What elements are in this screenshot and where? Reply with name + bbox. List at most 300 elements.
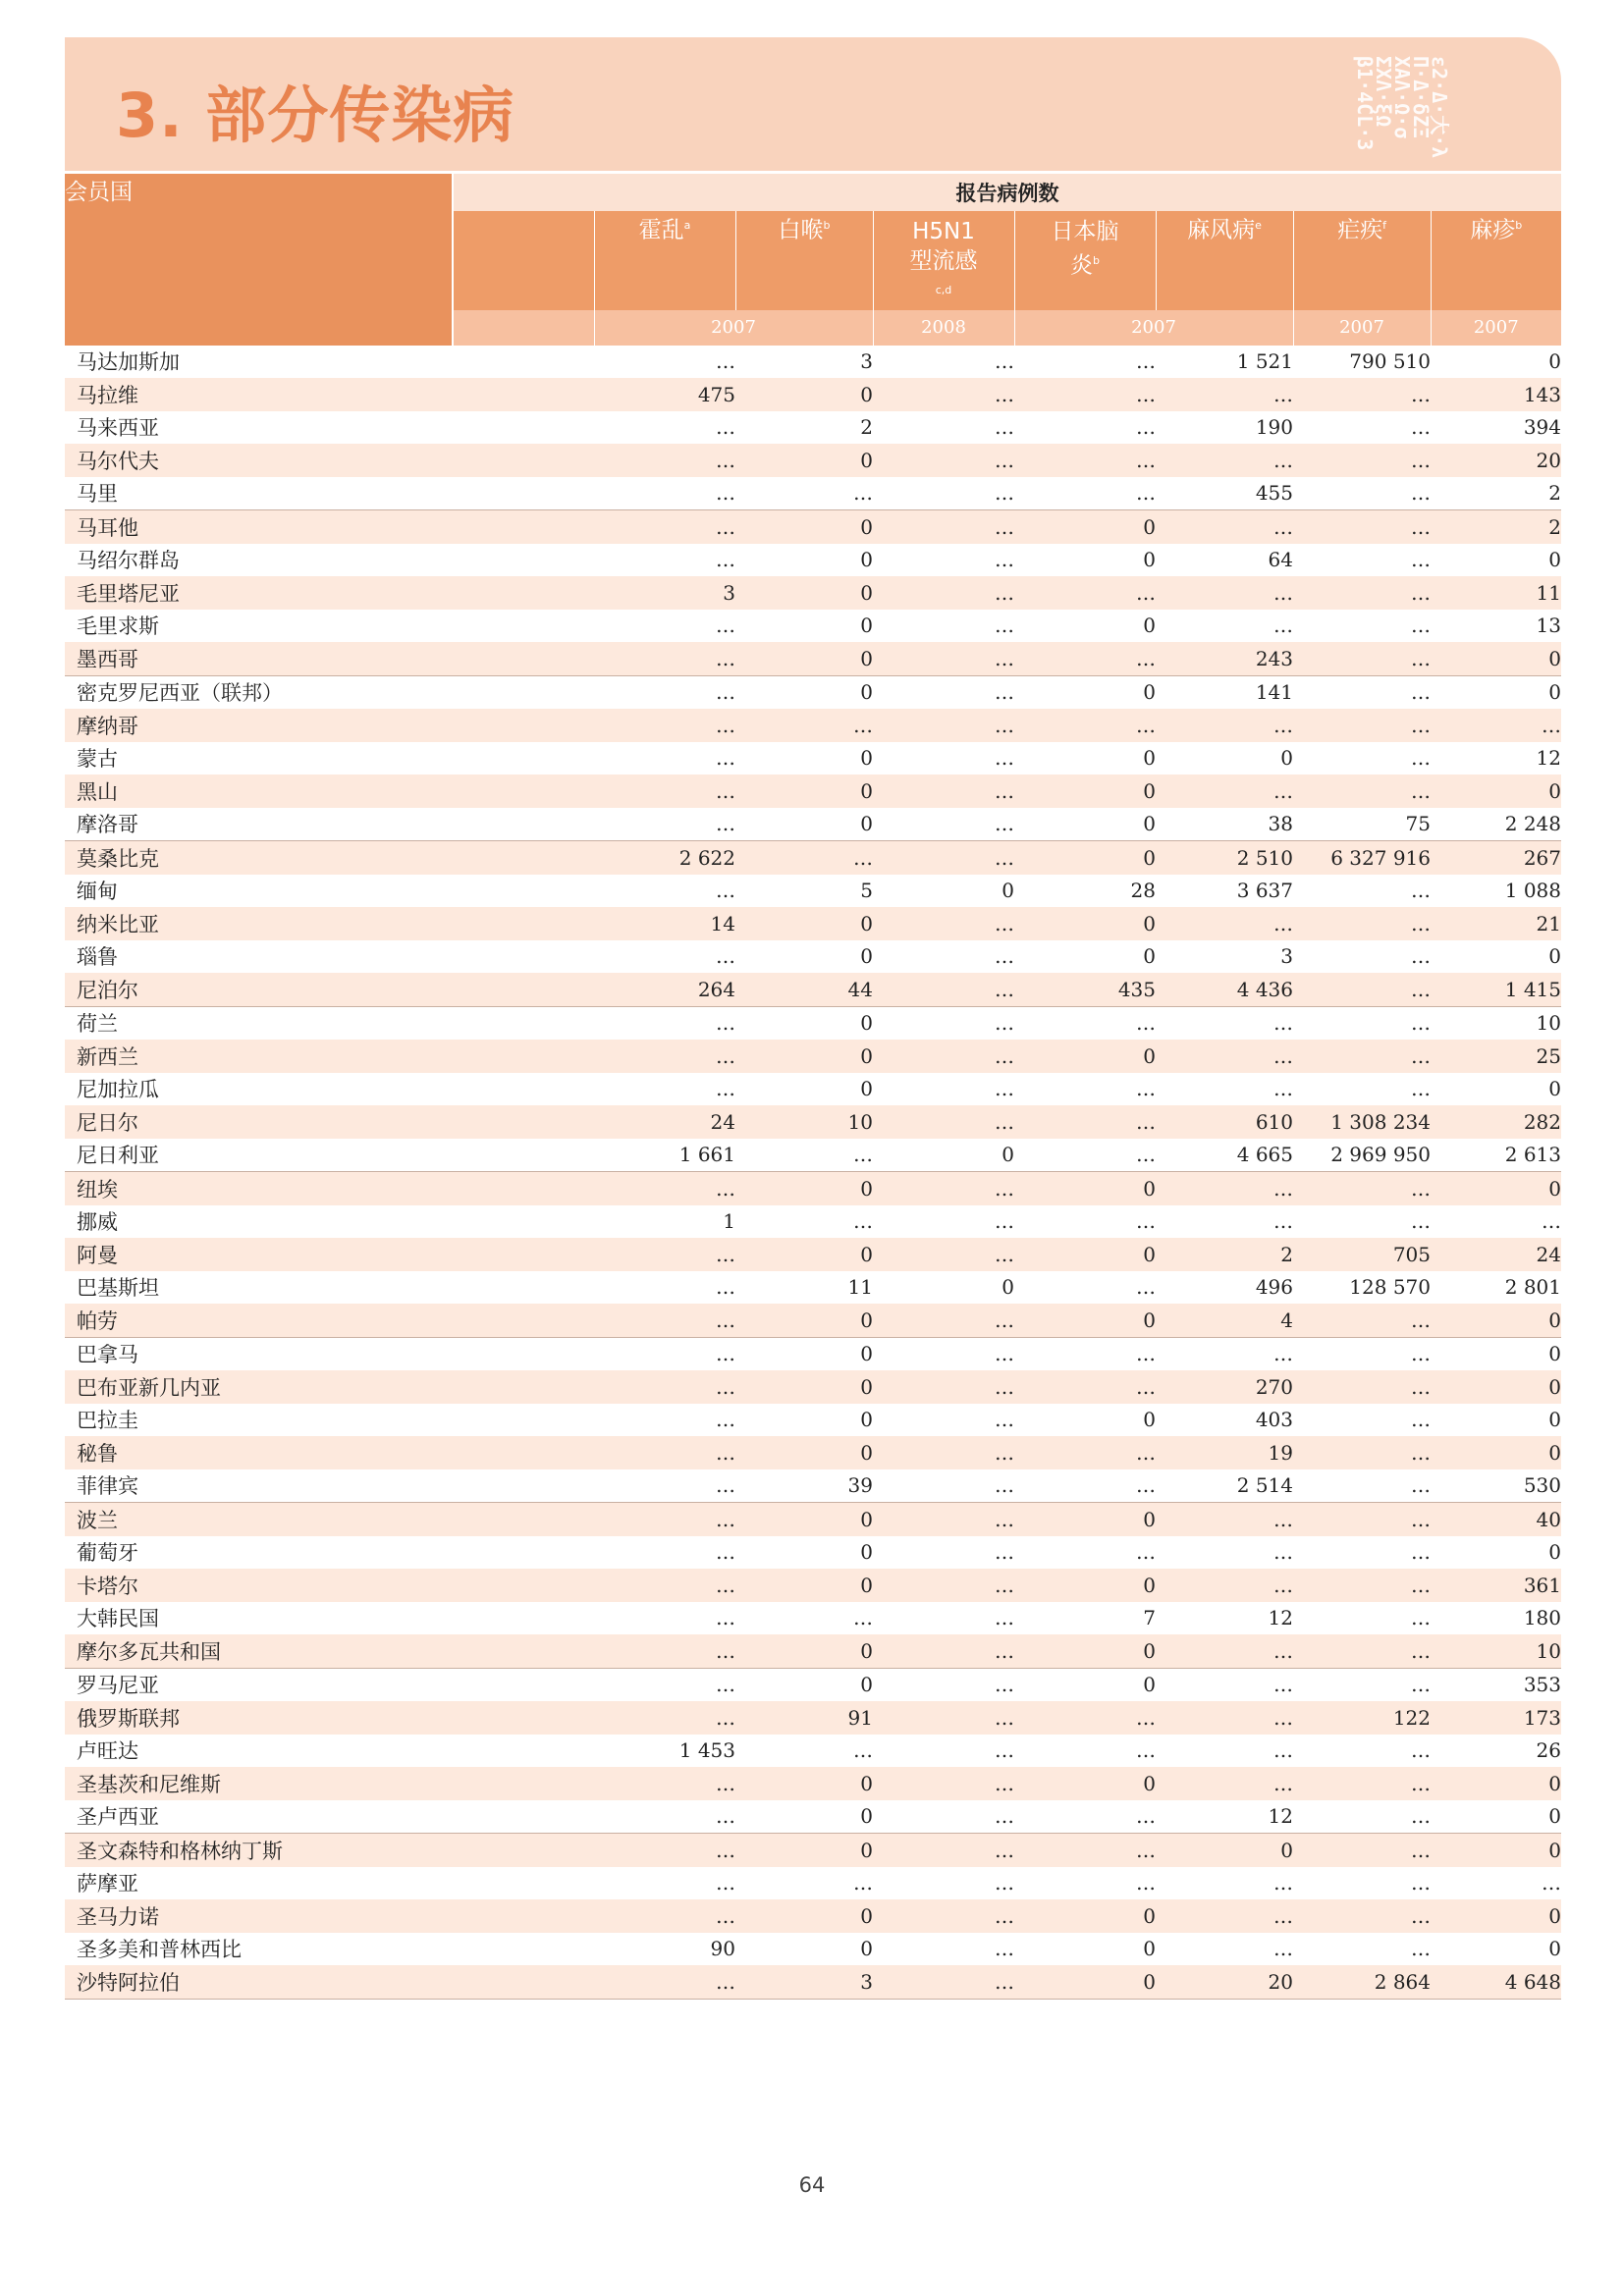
title-band [65,37,1561,171]
case-count: … [735,709,873,742]
case-count: 0 [1014,510,1156,544]
case-count: … [873,1006,1014,1040]
case-count: 12 [1431,742,1561,775]
year-header: 2007 [1014,310,1293,346]
case-count: … [873,1800,1014,1834]
case-count: … [873,709,1014,742]
case-count: … [594,1073,735,1106]
case-count: 10 [1431,1006,1561,1040]
table-row [65,1370,1561,1404]
case-count: 0 [735,808,873,841]
disease-name: 麻风病 [1187,217,1256,243]
case-count: … [1293,544,1431,577]
case-count: 496 [1156,1271,1293,1305]
disease-name: 霍乱 [638,217,684,243]
case-count: … [594,544,735,577]
country-name: 密克罗尼西亚（联邦） [65,675,594,709]
table-row [65,378,1561,411]
case-count: 38 [1156,808,1293,841]
case-count: 2 248 [1431,808,1561,841]
country-name: 罗马尼亚 [65,1668,594,1701]
case-count: 2 801 [1431,1271,1561,1305]
case-count: … [1156,378,1293,411]
year-header: 2007 [594,310,873,346]
country-name: 马耳他 [65,510,594,544]
case-count: … [1014,576,1156,610]
country-name: 摩洛哥 [65,808,594,841]
table-row [65,346,1561,379]
case-count: … [1293,742,1431,775]
case-count: 28 [1014,875,1156,908]
table-row [65,841,1561,875]
case-count: … [594,1767,735,1800]
case-count: … [594,444,735,477]
case-count: … [1156,1933,1293,1966]
case-count: … [873,1899,1014,1933]
case-count: … [873,1469,1014,1503]
country-name: 黑山 [65,774,594,808]
case-count: … [594,1634,735,1668]
case-count: … [873,477,1014,510]
case-count: … [873,1337,1014,1370]
case-count: 0 [1014,742,1156,775]
case-count: … [594,1469,735,1503]
case-count: 0 [1431,1172,1561,1205]
case-count: … [1156,1172,1293,1205]
year-header: 2007 [1293,310,1431,346]
country-name: 马绍尔群岛 [65,544,594,577]
case-count: 0 [1014,1304,1156,1337]
country-name: 巴拉圭 [65,1404,594,1437]
case-count: 0 [1431,774,1561,808]
case-count: … [1293,940,1431,974]
case-count: … [873,1867,1014,1900]
case-count: 19 [1156,1436,1293,1469]
case-count: 0 [1431,675,1561,709]
country-name: 菲律宾 [65,1469,594,1503]
country-name: 圣马力诺 [65,1899,594,1933]
table-row [65,1536,1561,1570]
table-row [65,1404,1561,1437]
case-count: 2 510 [1156,841,1293,875]
table-row [65,1965,1561,1999]
case-count: 264 [594,973,735,1006]
case-count: … [873,1205,1014,1239]
footnote-marker: b [823,219,831,232]
case-count: 1 661 [594,1139,735,1172]
country-name: 马尔代夫 [65,444,594,477]
case-count: 0 [735,444,873,477]
case-count: 14 [594,907,735,940]
country-name: 尼加拉瓜 [65,1073,594,1106]
case-count: 0 [735,576,873,610]
country-name: 葡萄牙 [65,1536,594,1570]
case-count: 475 [594,378,735,411]
case-count: … [1014,1834,1156,1867]
case-count: 0 [1431,642,1561,675]
case-count: … [1014,378,1156,411]
case-count: … [594,774,735,808]
case-count: 361 [1431,1569,1561,1602]
case-count: 0 [1431,1436,1561,1469]
case-count: 0 [1431,346,1561,379]
case-count: … [873,510,1014,544]
case-count: 1 521 [1156,346,1293,379]
disease-header [1014,211,1156,310]
country-name: 毛里塔尼亚 [65,576,594,610]
case-count: 0 [1431,1370,1561,1404]
disease-name: 白喉 [778,217,824,243]
case-count: … [1156,1735,1293,1768]
table-row [65,1867,1561,1900]
case-count: … [1014,477,1156,510]
table-row [65,477,1561,510]
case-count: 0 [1431,1337,1561,1370]
case-count: … [594,742,735,775]
case-count: 0 [1431,1899,1561,1933]
case-count: … [1293,1436,1431,1469]
case-count: 4 436 [1156,973,1293,1006]
case-count: 0 [1014,907,1156,940]
case-count: … [1014,642,1156,675]
case-count: … [873,1668,1014,1701]
case-count: 0 [1014,1172,1156,1205]
table-row [65,875,1561,908]
case-count: … [1014,1006,1156,1040]
case-count: 353 [1431,1668,1561,1701]
case-count: … [873,907,1014,940]
country-name: 尼泊尔 [65,973,594,1006]
case-count: … [873,544,1014,577]
case-count: … [594,1404,735,1437]
case-count: … [1156,1899,1293,1933]
case-count: 3 637 [1156,875,1293,908]
disease-header [1431,211,1561,310]
case-count: … [1293,510,1431,544]
page-number: 64 [798,2173,826,2197]
country-name: 大韩民国 [65,1602,594,1635]
case-count: … [594,1370,735,1404]
country-name: 沙特阿拉伯 [65,1965,594,1999]
case-count: … [873,1040,1014,1073]
country-name: 卢旺达 [65,1735,594,1768]
table-row [65,544,1561,577]
disease-name: 日本脑炎 [1051,219,1119,279]
case-count: 0 [735,510,873,544]
case-count: … [1293,1040,1431,1073]
case-count: 0 [735,1304,873,1337]
case-count: 0 [1431,1800,1561,1834]
table-row [65,1569,1561,1602]
case-count: 39 [735,1469,873,1503]
case-count: 0 [1014,1899,1156,1933]
disease-header [1156,211,1293,310]
case-count: 143 [1431,378,1561,411]
country-name: 马里 [65,477,594,510]
case-count: 0 [1014,1503,1156,1536]
case-count: 26 [1431,1735,1561,1768]
year-header: 2007 [1431,310,1561,346]
case-count: 0 [735,642,873,675]
case-count: … [1293,1735,1431,1768]
case-count: 0 [735,1436,873,1469]
case-count: … [1156,907,1293,940]
case-count: 10 [735,1105,873,1139]
case-count: 6 327 916 [1293,841,1431,875]
case-count: … [594,709,735,742]
case-count: … [1156,709,1293,742]
case-count: 12 [1156,1800,1293,1834]
case-count: 0 [1014,610,1156,643]
case-count: … [1156,1040,1293,1073]
case-count: … [594,411,735,445]
case-count: … [1156,1536,1293,1570]
country-name: 帕劳 [65,1304,594,1337]
decorative-glyph-line: Π·Δ·δΖΞ [1409,56,1433,139]
case-count: 1 [594,1205,735,1239]
table-row [65,1933,1561,1966]
case-count: … [1293,774,1431,808]
case-count: … [1156,1006,1293,1040]
country-name: 尼日利亚 [65,1139,594,1172]
case-count: … [1293,576,1431,610]
case-count: 0 [735,1404,873,1437]
case-count: … [1293,1073,1431,1106]
case-count: 2 969 950 [1293,1139,1431,1172]
case-count: 2 [735,411,873,445]
case-count: … [1293,1503,1431,1536]
case-count: 11 [1431,576,1561,610]
case-count: … [594,1867,735,1900]
table-row [65,1238,1561,1271]
case-count: … [873,1304,1014,1337]
case-count: 0 [735,610,873,643]
case-count: … [1293,1006,1431,1040]
case-count: … [873,1834,1014,1867]
disease-table [65,174,1561,2000]
case-count: … [1293,1668,1431,1701]
case-count: … [1014,1436,1156,1469]
table-row [65,1899,1561,1933]
case-count: … [1156,1073,1293,1106]
case-count: 44 [735,973,873,1006]
footnote-marker: b [1093,254,1100,267]
table-row [65,675,1561,709]
case-count: 0 [735,1634,873,1668]
case-count: 705 [1293,1238,1431,1271]
case-count: … [873,1701,1014,1735]
table-row [65,808,1561,841]
case-count: … [1431,1205,1561,1239]
case-count: … [1431,1867,1561,1900]
table-row [65,1139,1561,1172]
case-count: … [1293,444,1431,477]
footnote-marker: f [1382,219,1386,232]
country-name: 纽埃 [65,1172,594,1205]
case-count: 2 864 [1293,1965,1431,1999]
case-count: 1 415 [1431,973,1561,1006]
case-count: … [873,1105,1014,1139]
case-count: … [594,675,735,709]
case-count: 394 [1431,411,1561,445]
case-count: … [1293,610,1431,643]
case-count: … [1014,1867,1156,1900]
case-count: 270 [1156,1370,1293,1404]
case-count: … [1293,1933,1431,1966]
case-count: … [1156,1767,1293,1800]
case-count: 24 [1431,1238,1561,1271]
case-count: 190 [1156,411,1293,445]
country-name: 摩尔多瓦共和国 [65,1634,594,1668]
case-count: 0 [1156,1834,1293,1867]
case-count: … [873,675,1014,709]
case-count: … [594,642,735,675]
disease-name: H5N1型流感 [909,219,978,274]
case-count: 21 [1431,907,1561,940]
case-count: … [594,940,735,974]
case-count: 40 [1431,1503,1561,1536]
country-name: 纳米比亚 [65,907,594,940]
case-count: 0 [1431,1404,1561,1437]
case-count: … [1156,1668,1293,1701]
case-count: … [1156,1634,1293,1668]
case-count: … [873,576,1014,610]
case-count: … [1293,1634,1431,1668]
table-row [65,1634,1561,1668]
case-count: … [594,1238,735,1271]
case-count: 435 [1014,973,1156,1006]
case-count: 173 [1431,1701,1561,1735]
table-row [65,1105,1561,1139]
case-count: … [873,411,1014,445]
table-row [65,1602,1561,1635]
case-count: 0 [735,1040,873,1073]
case-count: … [873,774,1014,808]
case-count: 64 [1156,544,1293,577]
case-count: 2 622 [594,841,735,875]
disease-name: 疟疾 [1337,217,1383,243]
reported-cases-header: 报告病例数 [453,174,1561,211]
decorative-glyphs [1325,56,1451,159]
case-count: 5 [735,875,873,908]
case-count: … [1293,378,1431,411]
case-count: 128 570 [1293,1271,1431,1305]
case-count: 7 [1014,1602,1156,1635]
case-count: 0 [873,1271,1014,1305]
case-count: 75 [1293,808,1431,841]
case-count: 0 [735,1569,873,1602]
case-count: 1 308 234 [1293,1105,1431,1139]
case-count: 0 [735,378,873,411]
case-count: … [1156,610,1293,643]
case-count: 0 [1431,1536,1561,1570]
case-count: 530 [1431,1469,1561,1503]
case-count: 0 [1156,742,1293,775]
country-name: 圣多美和普林西比 [65,1933,594,1966]
case-count: … [594,1436,735,1469]
table-row [65,444,1561,477]
case-count: … [1014,1370,1156,1404]
case-count: 0 [735,1668,873,1701]
disease-header [873,211,1014,310]
case-count: … [1014,1800,1156,1834]
case-count: 243 [1156,642,1293,675]
case-count: 0 [735,1238,873,1271]
decorative-glyph-line: ΧΑΛ·Ω·σ [1390,56,1414,139]
case-count: 11 [735,1271,873,1305]
country-name: 莫桑比克 [65,841,594,875]
case-count: 0 [1014,1933,1156,1966]
case-count: … [1156,1337,1293,1370]
case-count: 0 [735,907,873,940]
table-row [65,1767,1561,1800]
footnote-marker: e [1255,219,1262,232]
case-count: … [1293,875,1431,908]
disease-header [735,211,873,310]
case-count: 0 [735,675,873,709]
case-count: … [594,808,735,841]
case-count: … [873,1172,1014,1205]
case-count: … [594,1800,735,1834]
case-count: 403 [1156,1404,1293,1437]
case-count: … [873,1767,1014,1800]
case-count: … [1293,1867,1431,1900]
case-count: … [1293,1767,1431,1800]
case-count: … [594,1337,735,1370]
table-row [65,1337,1561,1370]
country-name: 圣文森特和格林纳丁斯 [65,1834,594,1867]
country-name: 马拉维 [65,378,594,411]
case-count: … [594,1668,735,1701]
case-count: 20 [1156,1965,1293,1999]
case-count: 0 [1431,1834,1561,1867]
table-row [65,1436,1561,1469]
case-count: … [735,1867,873,1900]
case-count: … [873,378,1014,411]
case-count: … [873,1404,1014,1437]
country-name: 缅甸 [65,875,594,908]
case-count: … [873,841,1014,875]
table-row [65,1040,1561,1073]
country-name: 阿曼 [65,1238,594,1271]
case-count: … [594,1271,735,1305]
case-count: … [873,742,1014,775]
case-count: … [873,1602,1014,1635]
decorative-glyph-line: β1·4CL·3 [1353,56,1377,151]
case-count: 25 [1431,1040,1561,1073]
case-count: 0 [1431,1304,1561,1337]
footnote-marker: c,d [935,284,952,296]
case-count: 0 [1014,1238,1156,1271]
country-name: 荷兰 [65,1006,594,1040]
case-count: … [1293,1536,1431,1570]
case-count: … [594,875,735,908]
case-count: 0 [735,1767,873,1800]
case-count: … [594,1304,735,1337]
case-count: … [594,346,735,379]
decorative-glyph-line: ε2·Δ·大·λ [1428,56,1451,159]
case-count: … [1014,411,1156,445]
case-count: … [873,346,1014,379]
case-count: … [1014,1469,1156,1503]
table-row [65,1205,1561,1239]
case-count: … [1156,774,1293,808]
country-name: 蒙古 [65,742,594,775]
case-count: … [1293,1602,1431,1635]
case-count: … [1293,1899,1431,1933]
case-count: 0 [1014,1767,1156,1800]
country-name: 波兰 [65,1503,594,1536]
